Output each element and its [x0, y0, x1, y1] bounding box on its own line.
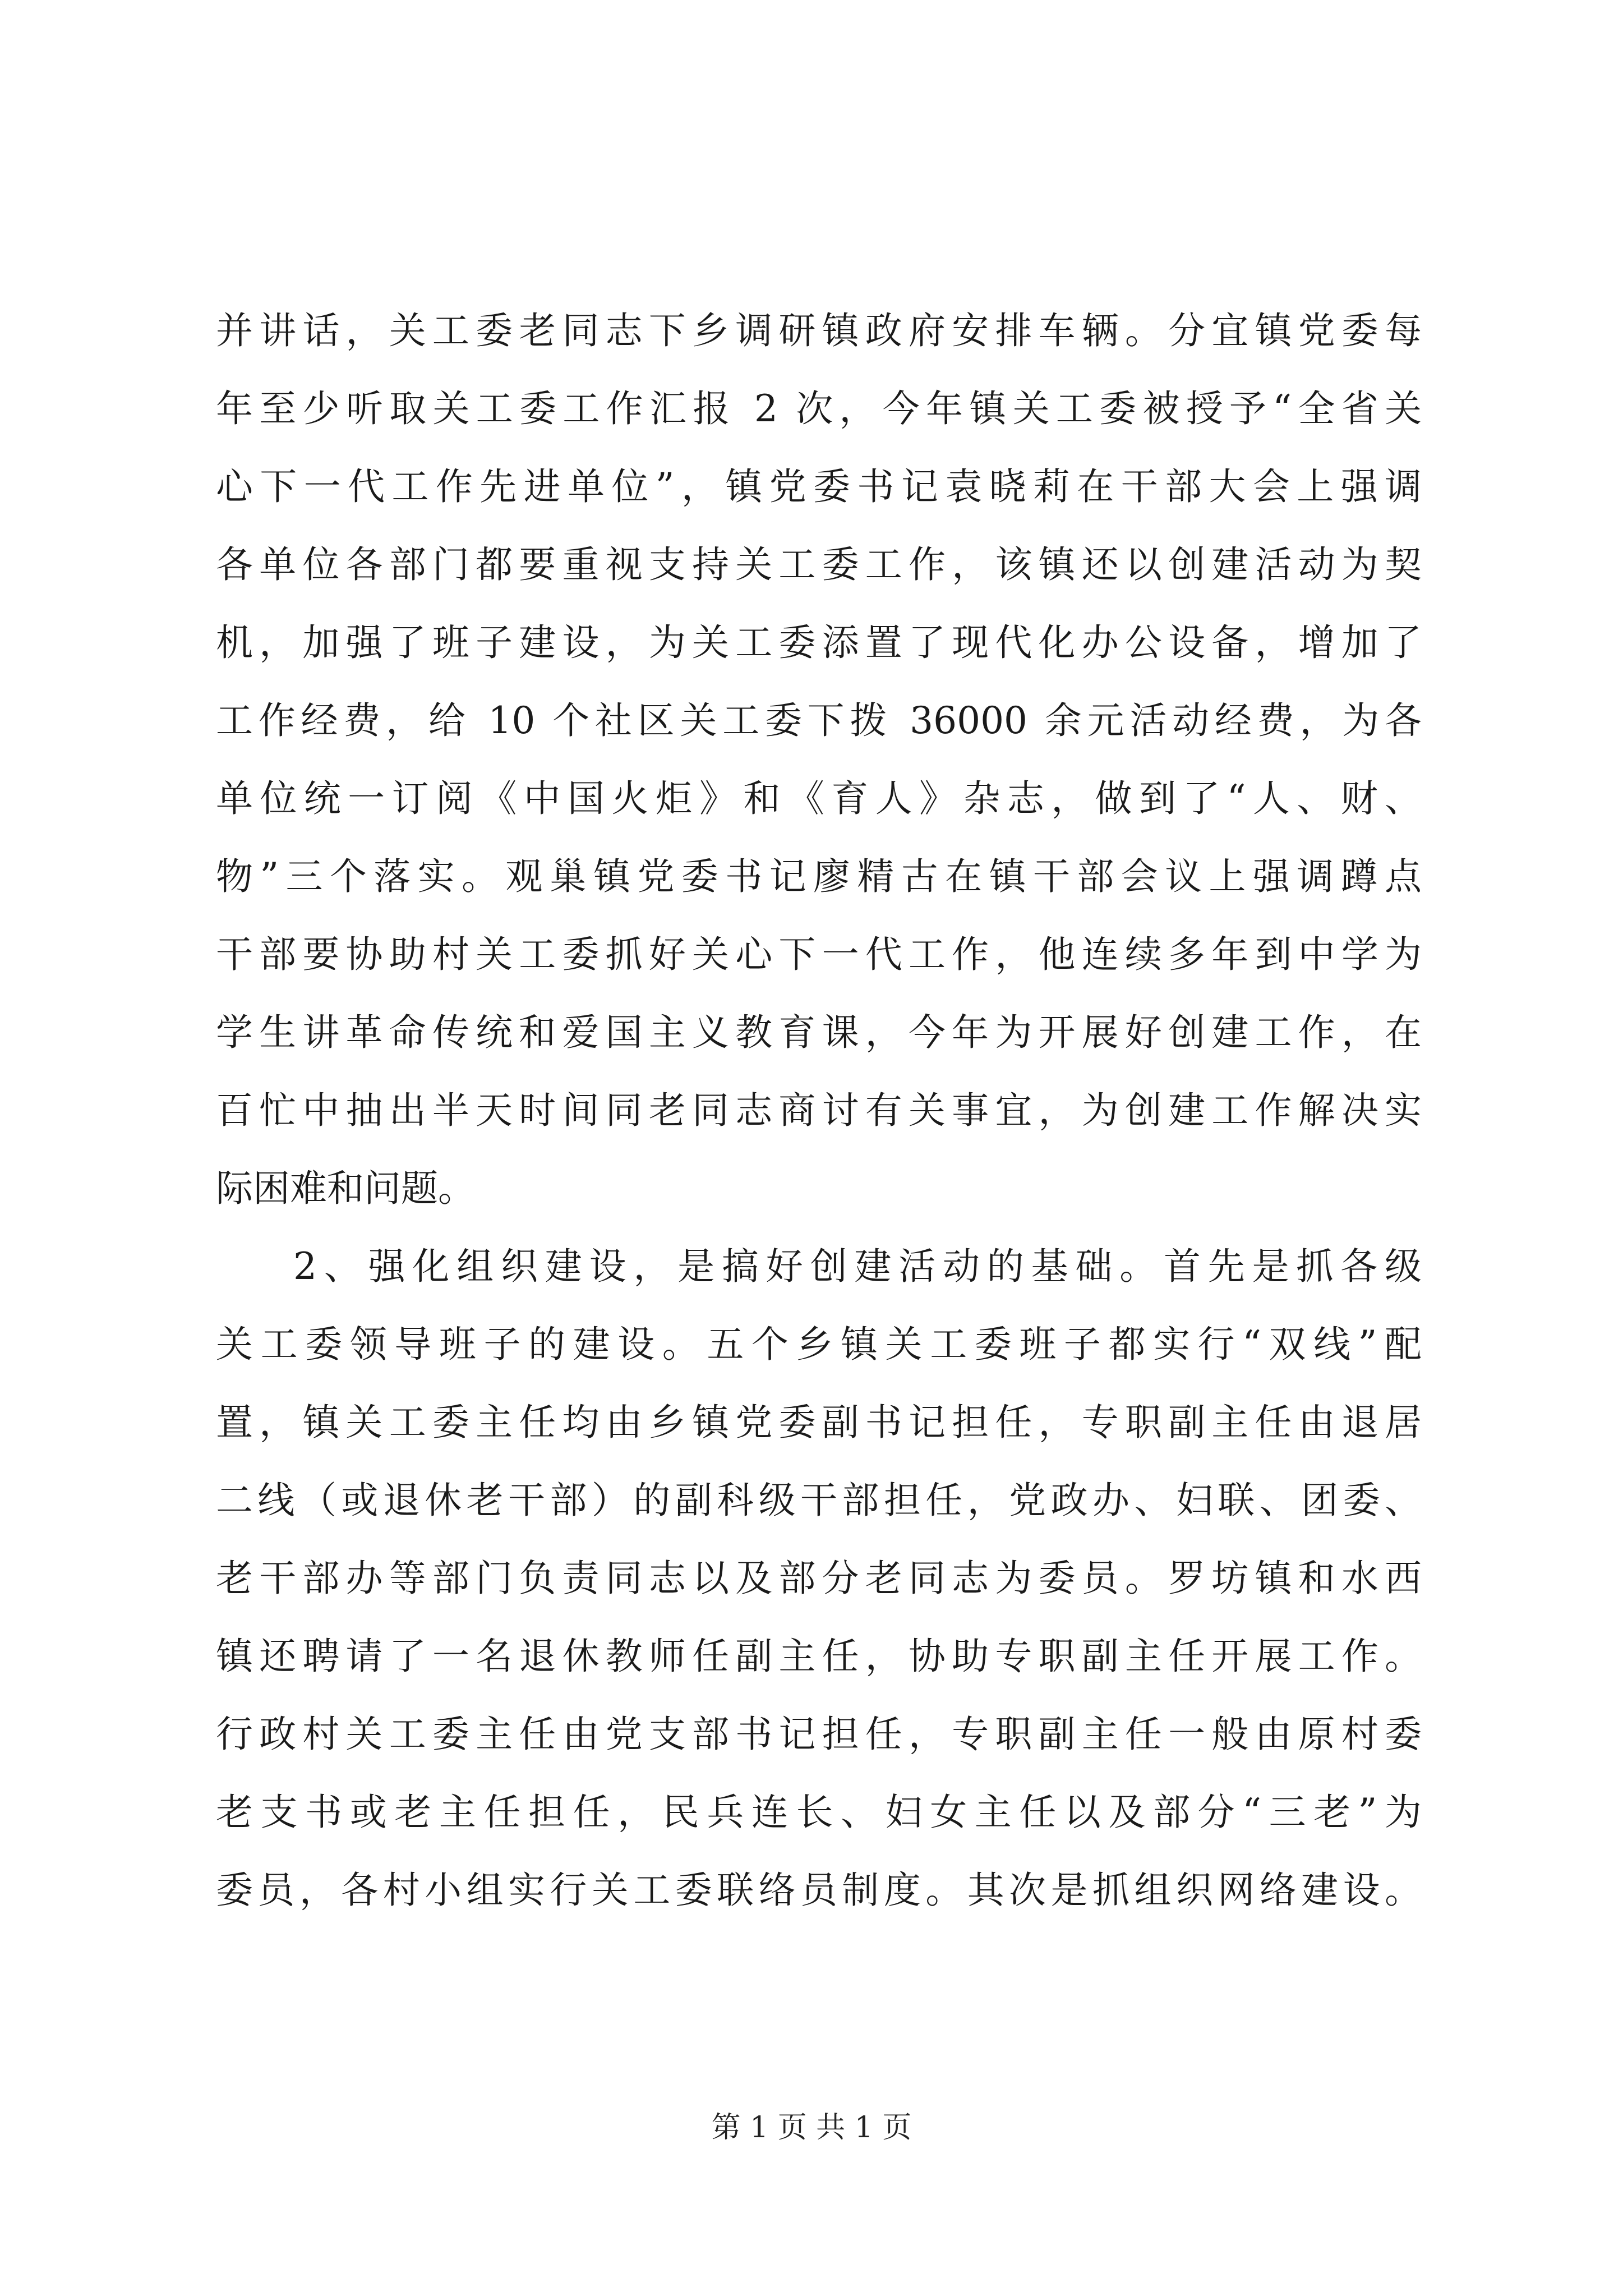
- text-line: 工作经费，给 10 个社区关工委下拨 36000 余元活动经费，为各: [216, 699, 1422, 742]
- paragraph-first-line: 2、强化组织建设，是搞好创建活动的基础。首先是抓各级: [293, 1245, 1422, 1288]
- text-line: 委员，各村小组实行关工委联络员制度。其次是抓组织网络建设。: [216, 1869, 1422, 1912]
- text-line: 际困难和问题。: [216, 1167, 475, 1210]
- text-line: 机，加强了班子建设，为关工委添置了现代化办公设备，增加了: [216, 621, 1422, 664]
- text-line: 并讲话，关工委老同志下乡调研镇政府安排车辆。分宜镇党委每: [216, 309, 1422, 352]
- text-line: 百忙中抽出半天时间同老同志商讨有关事宜，为创建工作解决实: [216, 1089, 1422, 1132]
- text-line: 单位统一订阅《中国火炬》和《育人》杂志，做到了“人、财、: [216, 777, 1422, 820]
- text-line: 心下一代工作先进单位”，镇党委书记袁晓莉在干部大会上强调: [216, 465, 1422, 508]
- text-line: 干部要协助村关工委抓好关心下一代工作，他连续多年到中学为: [216, 933, 1422, 976]
- text-line: 关工委领导班子的建设。五个乡镇关工委班子都实行“双线”配: [216, 1323, 1422, 1366]
- text-line: 行政村关工委主任由党支部书记担任，专职副主任一般由原村委: [216, 1713, 1422, 1756]
- page-footer: 第 1 页 共 1 页: [711, 2111, 912, 2145]
- text-line: 老支书或老主任担任，民兵连长、妇女主任以及部分“三老”为: [216, 1791, 1422, 1834]
- text-line: 各单位各部门都要重视支持关工委工作，该镇还以创建活动为契: [216, 543, 1422, 586]
- text-line: 镇还聘请了一名退休教师任副主任，协助专职副主任开展工作。: [216, 1635, 1422, 1678]
- body-text: [216, 292, 1422, 1929]
- text-line: 年至少听取关工委工作汇报 2 次，今年镇关工委被授予“全省关: [216, 387, 1422, 430]
- text-line: 老干部办等部门负责同志以及部分老同志为委员。罗坊镇和水西: [216, 1557, 1422, 1600]
- text-line: 物”三个落实。观巢镇党委书记廖精古在镇干部会议上强调蹲点: [216, 855, 1422, 898]
- text-line: 二线（或退休老干部）的副科级干部担任，党政办、妇联、团委、: [216, 1479, 1422, 1522]
- text-line: 学生讲革命传统和爱国主义教育课，今年为开展好创建工作，在: [216, 1011, 1422, 1054]
- text-line: 置，镇关工委主任均由乡镇党委副书记担任，专职副主任由退居: [216, 1401, 1422, 1444]
